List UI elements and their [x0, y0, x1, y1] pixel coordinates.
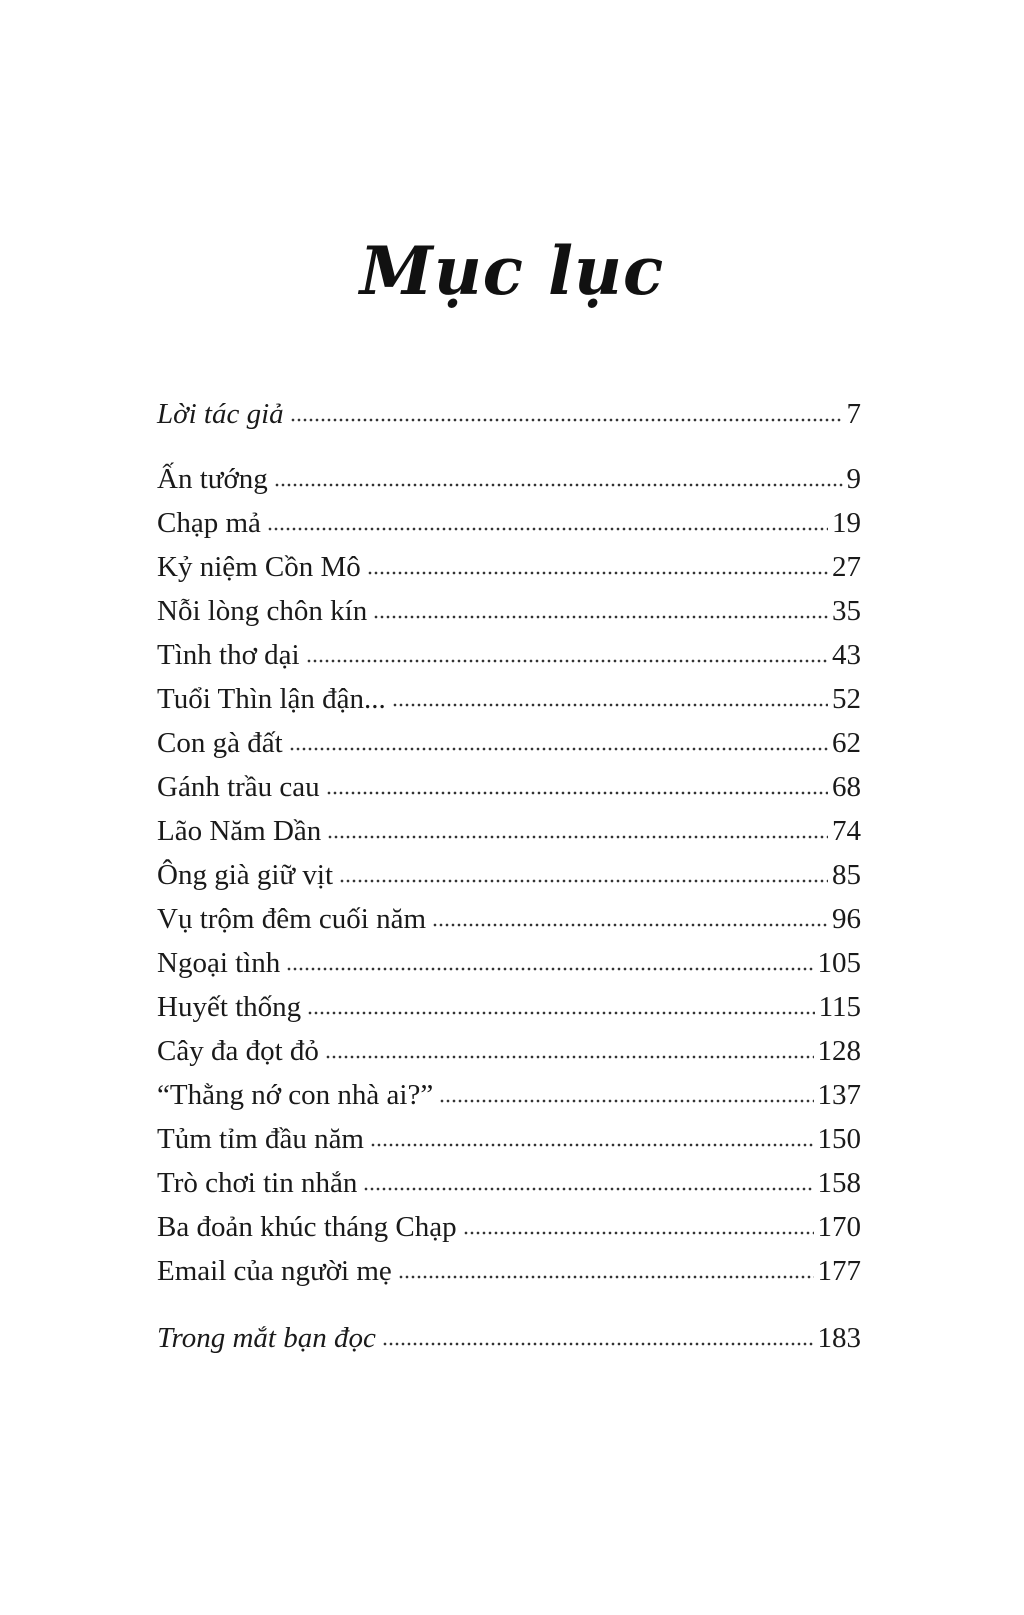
toc-entry-title: Chạp mả	[157, 507, 261, 539]
toc-entry-title: Ông già giữ vịt	[157, 859, 334, 891]
dot-leader	[327, 835, 828, 839]
toc-entry-page: 137	[817, 1079, 861, 1111]
dot-leader	[307, 1011, 814, 1015]
toc-entry[interactable]	[157, 1163, 861, 1203]
toc-entry-page: 85	[832, 859, 861, 891]
dot-leader	[274, 483, 843, 487]
dot-leader	[370, 1143, 814, 1147]
toc-entry-title: Vụ trộm đêm cuối năm	[157, 903, 427, 935]
toc-entry-title: Huyết thống	[157, 991, 302, 1023]
dot-leader	[432, 923, 828, 927]
toc-entry[interactable]	[157, 1075, 861, 1115]
toc-entry[interactable]	[157, 591, 861, 631]
toc-entry[interactable]	[157, 1318, 861, 1358]
toc-entry-page: 19	[832, 507, 861, 539]
dot-leader	[306, 659, 828, 663]
toc-entry-title: Tủm tỉm đầu năm	[157, 1123, 364, 1155]
toc-entry-title: Nỗi lòng chôn kín	[157, 595, 368, 627]
toc-entry-title: Ấn tướng	[157, 463, 268, 495]
toc-entry-page: 68	[832, 771, 861, 803]
toc-entry[interactable]	[157, 1207, 861, 1247]
toc-entry-title: Email của người mẹ	[157, 1255, 392, 1287]
toc-entry-page: 62	[832, 727, 861, 759]
toc-entry[interactable]	[157, 1119, 861, 1159]
toc-entry-title: Ba đoản khúc tháng Chạp	[157, 1211, 457, 1243]
dot-leader	[339, 879, 828, 883]
dot-leader	[286, 967, 813, 971]
toc-entry[interactable]	[157, 855, 861, 895]
toc-entry[interactable]	[157, 394, 861, 434]
toc-entry-page: 96	[832, 903, 861, 935]
toc-entry[interactable]	[157, 987, 861, 1027]
toc-entry[interactable]	[157, 503, 861, 543]
toc-entry-page: 170	[817, 1211, 861, 1243]
toc-entry[interactable]	[157, 1031, 861, 1071]
toc-entry-title: Tuổi Thìn lận đận...	[157, 683, 386, 715]
toc-entry-title: Cây đa đọt đỏ	[157, 1035, 319, 1067]
toc-entry-title: Lời tác giả	[157, 398, 284, 430]
toc-entry-title: Kỷ niệm Cồn Mô	[157, 551, 361, 583]
toc-entry[interactable]	[157, 723, 861, 763]
toc-entry[interactable]	[157, 767, 861, 807]
toc-entry-page: 43	[832, 639, 861, 671]
toc-entry-page: 150	[817, 1123, 861, 1155]
toc-entry-page: 105	[817, 947, 861, 979]
toc-entry-page: 177	[817, 1255, 861, 1287]
dot-leader	[326, 791, 828, 795]
dot-leader	[363, 1187, 813, 1191]
dot-leader	[439, 1099, 813, 1103]
dot-leader	[398, 1275, 814, 1279]
toc-entry-page: 115	[818, 991, 861, 1023]
toc-entry-title: Lão Năm Dần	[157, 815, 322, 847]
toc-entry-page: 158	[817, 1167, 861, 1199]
dot-leader	[367, 571, 828, 575]
dot-leader	[325, 1055, 814, 1059]
table-of-contents	[157, 0, 861, 1615]
toc-entry[interactable]	[157, 679, 861, 719]
toc-entry[interactable]	[157, 547, 861, 587]
toc-entry[interactable]	[157, 1251, 861, 1291]
toc-entry[interactable]	[157, 635, 861, 675]
toc-entry-page: 183	[817, 1322, 861, 1354]
toc-entry-page: 74	[832, 815, 861, 847]
toc-entry-title: Trò chơi tin nhắn	[157, 1167, 358, 1199]
toc-entry-page: 27	[832, 551, 861, 583]
dot-leader	[463, 1231, 814, 1235]
toc-entry-title: Con gà đất	[157, 727, 283, 759]
dot-leader	[392, 703, 828, 707]
dot-leader	[289, 747, 828, 751]
dot-leader	[382, 1342, 814, 1346]
page-title: Mục lục	[359, 232, 665, 310]
toc-entry[interactable]	[157, 811, 861, 851]
toc-entry-title: Tình thơ dại	[157, 639, 300, 671]
toc-entry-page: 7	[846, 398, 861, 430]
toc-entry[interactable]	[157, 943, 861, 983]
toc-entry-title: Gánh trầu cau	[157, 771, 320, 803]
toc-entry-title: Ngoại tình	[157, 947, 281, 979]
toc-entry[interactable]	[157, 459, 861, 499]
dot-leader	[290, 418, 843, 422]
toc-entry-page: 128	[817, 1035, 861, 1067]
dot-leader	[267, 527, 828, 531]
dot-leader	[373, 615, 828, 619]
toc-entry[interactable]	[157, 899, 861, 939]
toc-entry-page: 52	[832, 683, 861, 715]
toc-entry-page: 9	[846, 463, 861, 495]
toc-entry-page: 35	[832, 595, 861, 627]
toc-entry-title: Trong mắt bạn đọc	[157, 1322, 376, 1354]
toc-entry-title: “Thằng nớ con nhà ai?”	[157, 1079, 434, 1111]
